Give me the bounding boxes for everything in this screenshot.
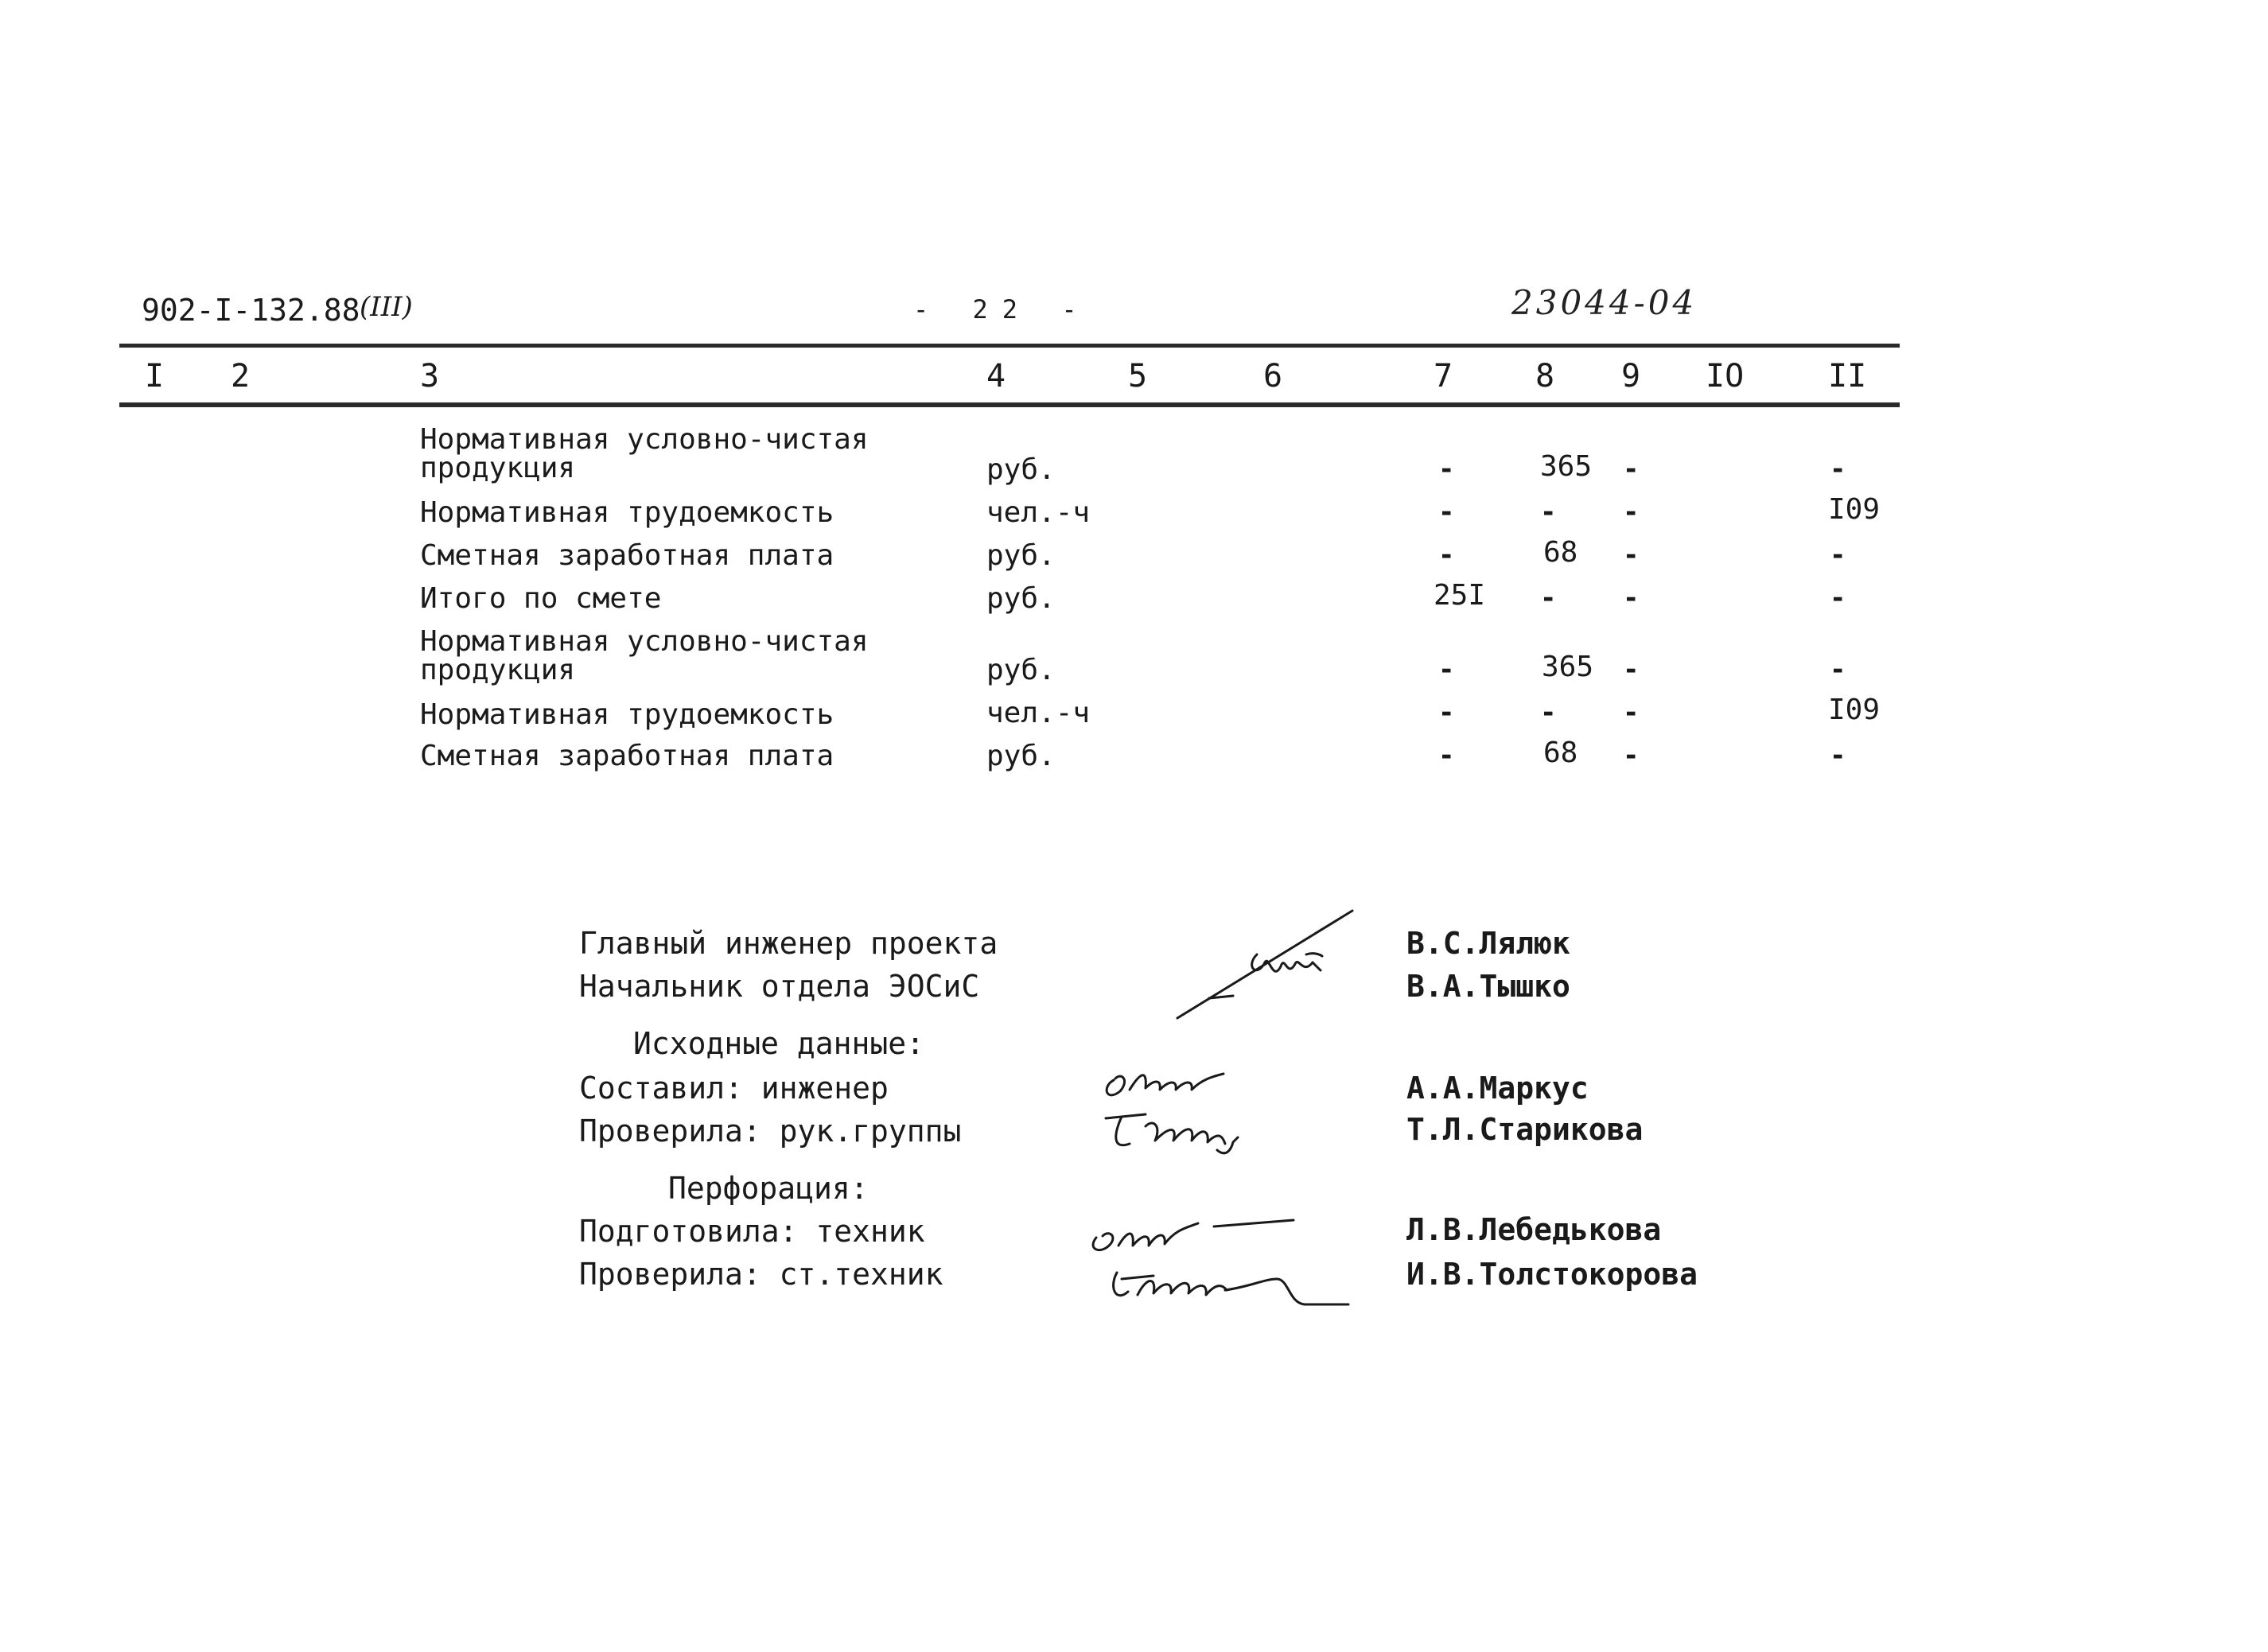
row-unit: руб. [986,582,1056,615]
row-col7: - [1438,654,1455,686]
row-col9: - [1623,582,1640,614]
table-top-rule [119,344,1900,348]
checked2-name: И.В.Толстокорова [1406,1257,1698,1292]
row-col7: - [1438,740,1455,772]
row-unit: руб. [986,539,1056,572]
checked-name: Т.Л.Старикова [1406,1112,1644,1147]
handwritten-signature [1098,1102,1289,1166]
row-name-line: Нормативная условно-чистая [420,423,869,456]
row-unit: чел.-ч [986,496,1091,529]
row-col11: - [1830,453,1846,485]
row-col7: 25I [1434,579,1486,612]
chief-engineer-name: В.С.Лялюк [1406,926,1570,961]
row-col7: - [1438,453,1455,485]
chief-engineer-title: Главный инженер проекта [579,926,998,961]
row-col8: 365 [1542,651,1594,683]
row-col8: - [1540,496,1557,528]
row-col8: 365 [1540,450,1593,483]
row-col7: - [1438,496,1455,528]
column-number: 6 [1263,358,1283,395]
column-number: 9 [1621,358,1641,395]
document-code-suffix: (III) [360,291,413,323]
inventory-number: 23044-04 [1511,283,1698,322]
table-header-bottom-rule [119,402,1900,407]
dept-head-title: Начальник отдела ЭОСиС [579,969,980,1004]
row-name-line: Сметная заработная плата [420,740,834,772]
column-number: I [145,358,165,395]
row-col7: - [1438,697,1455,729]
row-col9: - [1623,740,1640,772]
row-col11: I09 [1828,694,1881,726]
row-col8: - [1540,582,1557,614]
row-name-line: Нормативная трудоемкость [420,496,834,529]
row-name-line: Итого по смете [420,582,662,615]
row-col11: - [1830,740,1846,772]
column-number: 3 [420,358,440,395]
row-col11: - [1830,582,1846,614]
row-name-line: Нормативная трудоемкость [420,698,834,731]
row-name-line: продукция [420,452,576,484]
document-code: 902-I-132.88 [142,293,360,328]
row-col8: - [1540,697,1557,729]
handwritten-signature [1098,1056,1273,1104]
row-unit: руб. [986,453,1056,486]
handwritten-signature [1169,907,1384,1026]
column-number: 4 [986,358,1006,395]
row-col9: - [1623,539,1640,571]
checked-title: Проверила: рук.группы [579,1114,962,1149]
row-name-line: Нормативная условно-чистая [420,625,869,658]
row-unit: руб. [986,654,1056,686]
row-col8: 68 [1543,737,1578,769]
prepared-name: Л.В.Лебедькова [1406,1212,1662,1247]
source-data-heading: Исходные данные: [633,1026,925,1061]
page-number: - 22 - [913,294,1091,325]
row-name-line: Сметная заработная плата [420,539,834,572]
row-col9: - [1623,654,1640,686]
column-number: 8 [1535,358,1555,395]
row-col9: - [1623,697,1640,729]
compiled-title: Составил: инженер [579,1071,889,1106]
row-col11: - [1830,654,1846,686]
prepared-title: Подготовила: техник [579,1214,925,1249]
row-col8: 68 [1543,536,1578,569]
row-unit: руб. [986,740,1056,772]
row-name-line: продукция [420,654,576,686]
row-col11: I09 [1828,493,1881,526]
row-unit: чел.-ч [986,697,1091,729]
column-number: 2 [231,358,251,395]
row-col9: - [1623,496,1640,528]
dept-head-name: В.А.Тышко [1406,969,1570,1004]
perforation-heading: Перфорация: [668,1171,869,1206]
row-col7: - [1438,539,1455,571]
row-col9: - [1623,453,1640,485]
handwritten-signature [1087,1206,1309,1261]
column-number: 7 [1434,358,1453,395]
column-number: 5 [1128,358,1148,395]
row-col11: - [1830,539,1846,571]
handwritten-signature [1106,1255,1360,1319]
compiled-name: А.А.Маркус [1406,1071,1589,1106]
column-number: IO [1706,358,1745,395]
column-number: II [1828,358,1867,395]
checked2-title: Проверила: ст.техник [579,1257,943,1292]
